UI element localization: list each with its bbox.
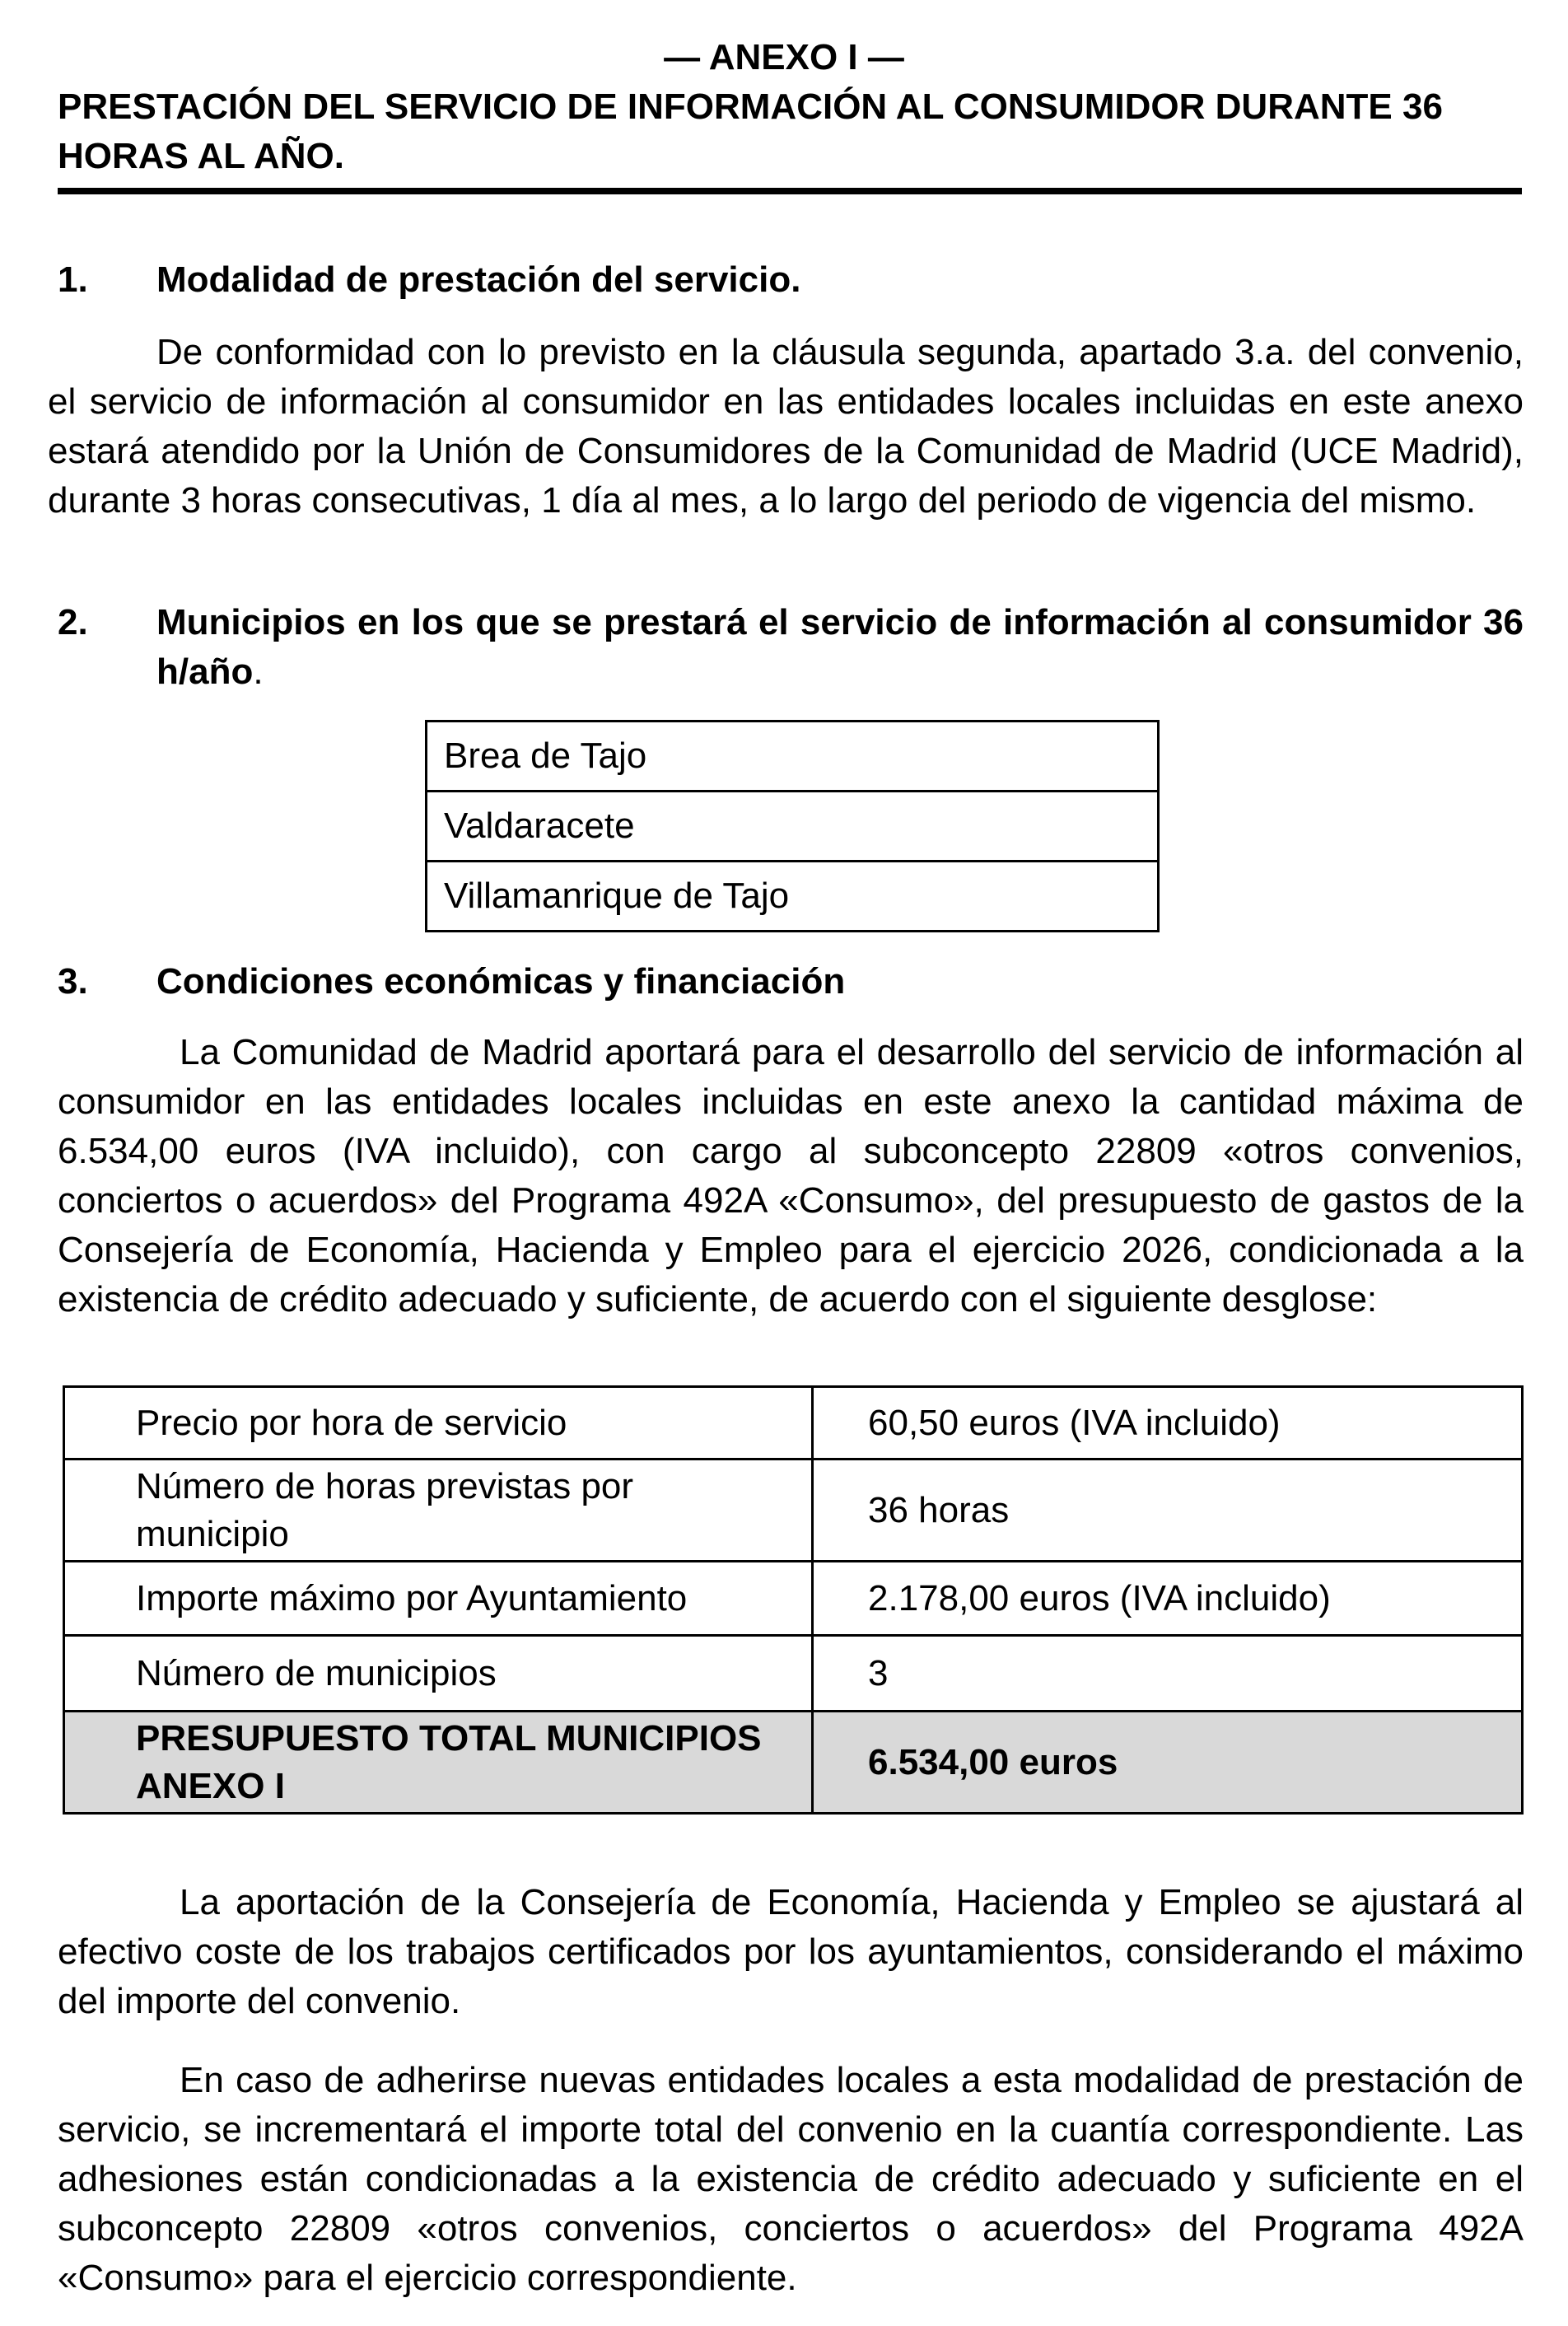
section-2-number: 2.: [58, 602, 88, 642]
municipalities-table: [425, 720, 1160, 932]
budget-total-row: [64, 1712, 1523, 1814]
section-2-heading-period: .: [253, 652, 264, 692]
municipality-cell: Valdaracete: [427, 792, 1159, 862]
table-row: [64, 1562, 1523, 1636]
section-2-heading-text: Municipios en los que se prestará el servicio de información al consumidor 36 h/año: [156, 602, 1524, 692]
budget-total-label: PRESUPUESTO TOTAL MUNICIPIOS ANEXO I: [64, 1712, 813, 1814]
budget-label-cell: Precio por hora de servicio: [64, 1387, 813, 1460]
document-title-line-1: PRESTACIÓN DEL SERVICIO DE INFORMACIÓN AL CONSUMIDOR DURANTE 36: [58, 86, 1443, 127]
budget-value-cell: 3: [813, 1636, 1523, 1712]
table-row: [64, 1460, 1523, 1562]
section-1-heading: Modalidad de prestación del servicio.: [156, 259, 801, 300]
document-title-line-2: HORAS AL AÑO.: [58, 136, 344, 176]
table-row: [427, 792, 1159, 862]
budget-label-cell: Número de horas previstas por municipio: [64, 1460, 813, 1562]
budget-value-cell: 60,50 euros (IVA incluido): [813, 1387, 1523, 1460]
section-3-paragraph-1: La Comunidad de Madrid aportará para el desarrollo del servicio de información al consumidor en las entidades locales incluidas en este anexo la cantidad máxima de 6.534,00 euros (IVA incluido), con cargo al subconcepto 22809 «otros convenios, conciertos o acuerdos» del Programa 492A «Consumo», del presupuesto de gastos de la Consejería de Economía, Hacienda y Empleo para el ejercicio 2026, condicionada a la existencia de crédito adecuado y suficiente, de acuerdo con el siguiente desglose:: [58, 1032, 1524, 1319]
budget-value-cell: 2.178,00 euros (IVA incluido): [813, 1562, 1523, 1636]
table-row: [427, 722, 1159, 792]
section-1-paragraph: De conformidad con lo previsto en la cláusula segunda, apartado 3.a. del convenio, el servicio de información al consumidor en las entidades locales incluidas en este anexo estará atendido por la Unión de Consumidores de la Comunidad de Madrid (UCE Madrid), durante 3 horas consecutivas, 1 día al mes, a lo largo del periodo de vigencia del mismo.: [48, 332, 1524, 521]
budget-value-cell: 36 horas: [813, 1460, 1523, 1562]
table-row: [64, 1387, 1523, 1460]
annex-title: — ANEXO I —: [664, 37, 904, 77]
title-divider: [58, 188, 1522, 194]
section-3-heading: Condiciones económicas y financiación: [156, 961, 846, 1002]
budget-label-cell: Número de municipios: [64, 1636, 813, 1712]
section-3-paragraph-2: La aportación de la Consejería de Economía, Hacienda y Empleo se ajustará al efectivo coste de los trabajos certificados por los ayuntamientos, considerando el máximo del importe del convenio.: [58, 1882, 1524, 2021]
section-2-heading: [156, 598, 1524, 697]
budget-total-value: 6.534,00 euros: [813, 1712, 1523, 1814]
section-3-number: 3.: [58, 961, 88, 1002]
budget-label-cell: Importe máximo por Ayuntamiento: [64, 1562, 813, 1636]
section-3-paragraph-3: En caso de adherirse nuevas entidades locales a esta modalidad de prestación de servicio, se incrementará el importe total del convenio en la cuantía correspondiente. Las adhesiones están condicionadas a la existencia de crédito adecuado y suficiente en el subconcepto 22809 «otros convenios, conciertos o acuerdos» del Programa 492A «Consumo» para el ejercicio correspondiente.: [58, 2060, 1524, 2298]
document-title: [58, 82, 1524, 181]
table-row: [427, 862, 1159, 932]
municipality-cell: Brea de Tajo: [427, 722, 1159, 792]
table-row: [64, 1636, 1523, 1712]
municipality-cell: Villamanrique de Tajo: [427, 862, 1159, 932]
budget-table: [63, 1385, 1524, 1815]
section-1-number: 1.: [58, 259, 88, 300]
